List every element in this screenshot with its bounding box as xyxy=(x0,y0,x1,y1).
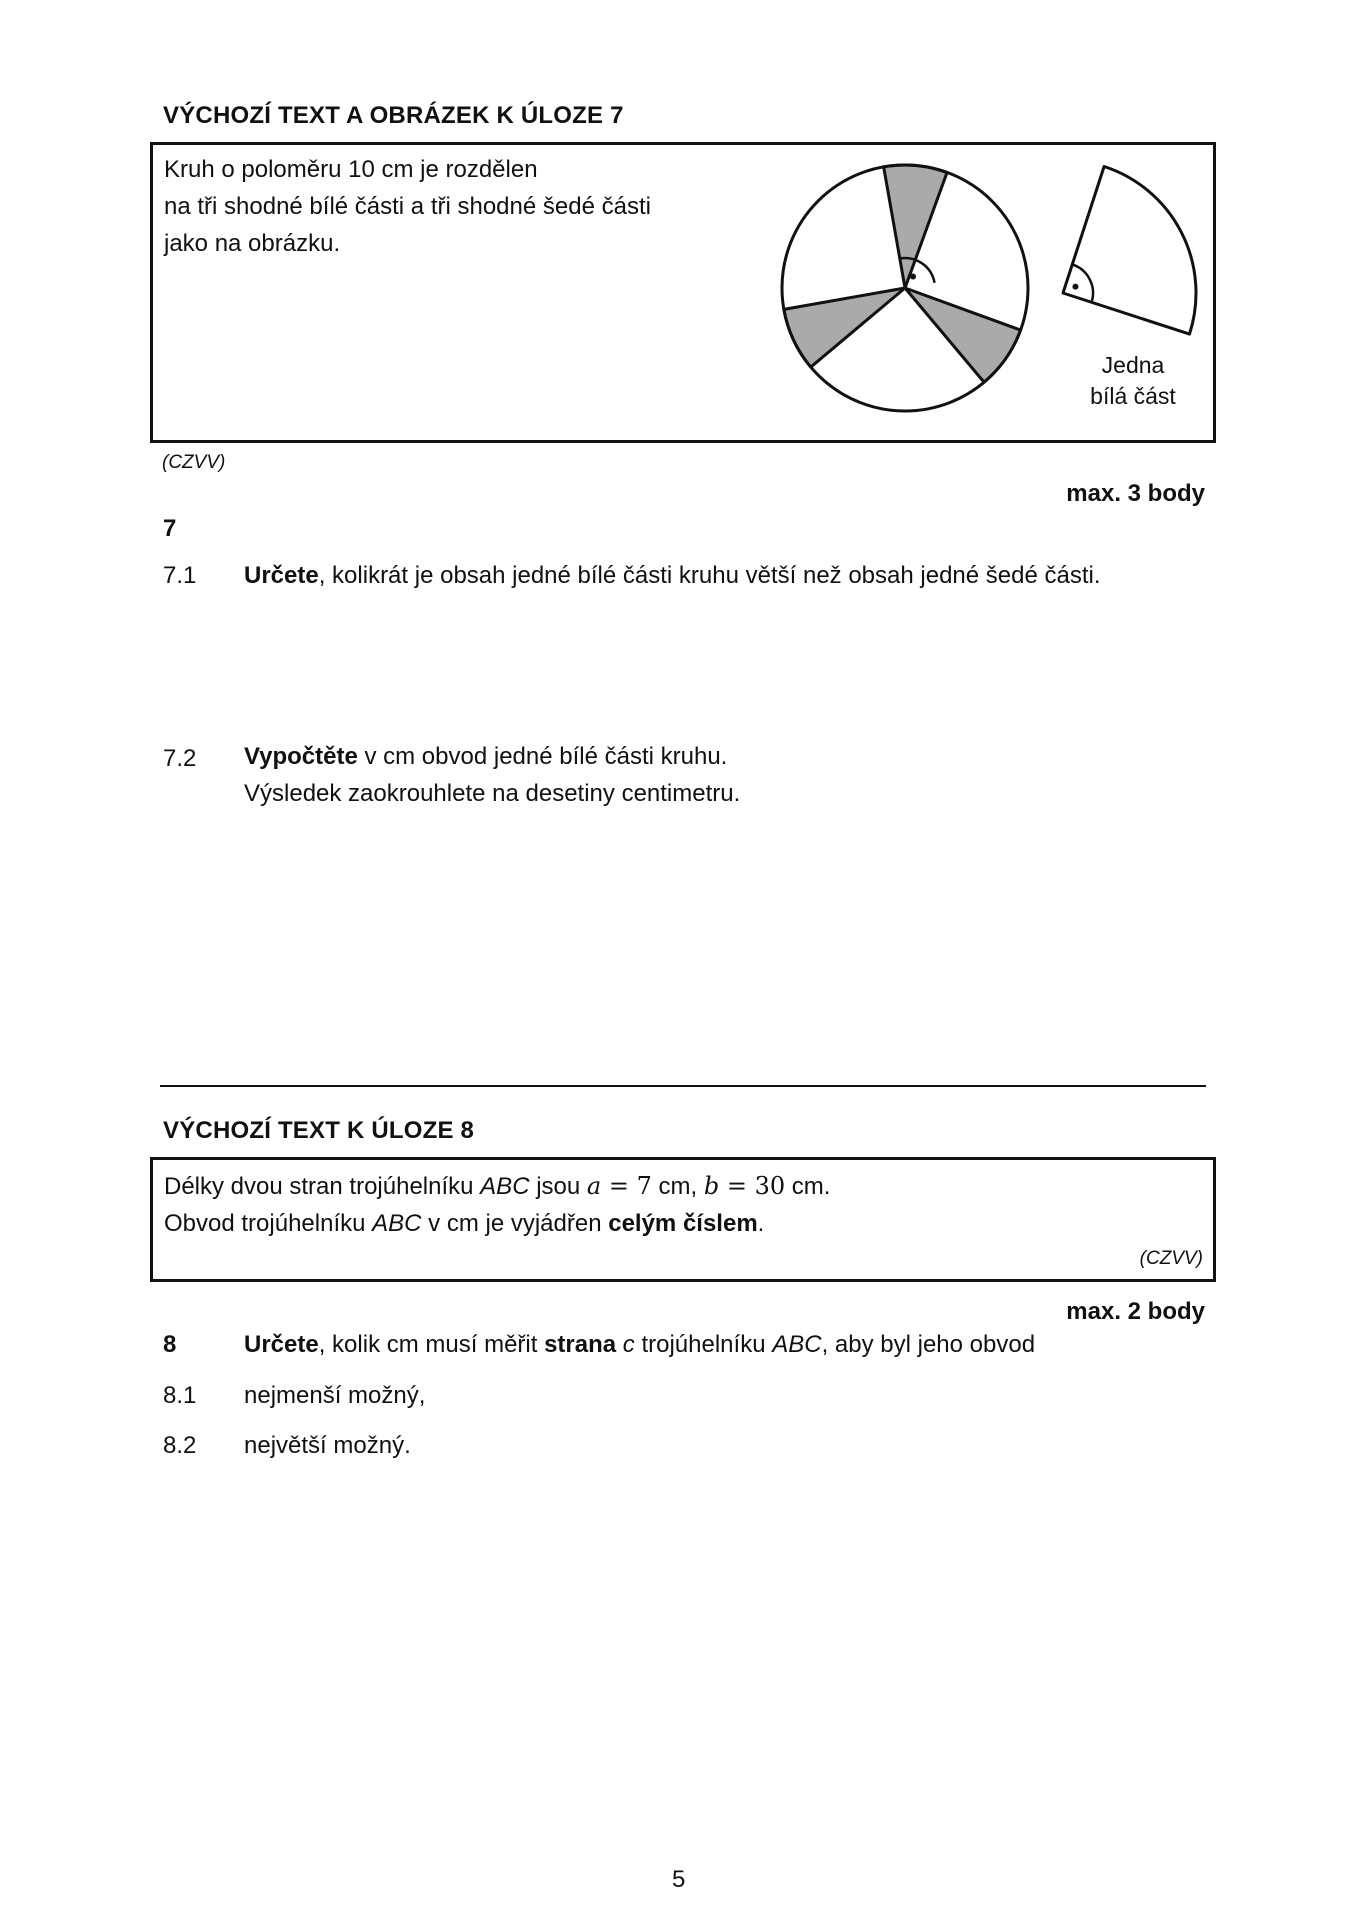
task7-q2-verb: Vypočtěte xyxy=(244,743,358,770)
task7-intro-line-2: na tři shodné bílé části a tři shodné šedé části xyxy=(164,193,651,220)
task8-question: Určete, kolik cm musí měřit strana c trojúhelníku ABC, aby byl jeho obvod xyxy=(244,1331,1036,1358)
task8-intro-box xyxy=(150,1157,1216,1282)
divided-circle xyxy=(782,165,1028,411)
single-white-sector xyxy=(1063,167,1196,335)
page-number: 5 xyxy=(672,1866,686,1893)
task8-max-points: max. 2 body xyxy=(1066,1298,1205,1325)
task7-source: (CZVV) xyxy=(162,452,226,473)
task7-intro-box xyxy=(150,142,1216,443)
task7-q1-number: 7.1 xyxy=(163,562,197,589)
task7-heading: VÝCHOZÍ TEXT A OBRÁZEK K ÚLOZE 7 xyxy=(163,102,624,129)
task7-q1-rest: , kolikrát je obsah jedné bílé části kruhu větší než obsah jedné šedé části. xyxy=(318,562,1101,589)
task8-q2-text: největší možný. xyxy=(244,1432,411,1459)
white-part-label-line-1: Jedna xyxy=(1101,352,1165,378)
task7-q1-text xyxy=(244,562,1101,590)
task8-intro-text xyxy=(164,1168,830,1242)
task7-q2-text xyxy=(244,738,740,812)
task7-q1-verb: Určete xyxy=(244,562,319,589)
task7-figure xyxy=(153,145,1213,440)
task8-heading: VÝCHOZÍ TEXT K ÚLOZE 8 xyxy=(163,1117,475,1144)
task7-intro-line-1: Kruh o poloměru 10 cm je rozdělen xyxy=(164,156,538,183)
white-part-label xyxy=(1058,350,1208,412)
white-part-label-line-2: bílá část xyxy=(1090,383,1176,409)
task8-q1-number: 8.1 xyxy=(163,1382,197,1409)
task8-number: 8 xyxy=(163,1331,177,1358)
task7-intro-line-3: jako na obrázku. xyxy=(164,230,341,257)
right-angle-dot xyxy=(910,274,916,280)
task8-q2-number: 8.2 xyxy=(163,1432,197,1459)
white-sector-shape xyxy=(1063,167,1196,335)
task8-q1-text: nejmenší možný, xyxy=(244,1382,426,1409)
task8-line-1: Délky dvou stran trojúhelníku ABC jsou a = 7 cm, b = 30 cm. xyxy=(164,1172,831,1200)
task7-q2-number: 7.2 xyxy=(163,745,197,772)
task7-max-points: max. 3 body xyxy=(1066,480,1205,507)
task7-q2-line2: Výsledek zaokrouhlete na desetiny centimetru. xyxy=(244,780,741,807)
section-divider xyxy=(160,1085,1206,1087)
task7-number: 7 xyxy=(163,515,177,542)
sector-right-angle-dot xyxy=(1072,284,1078,290)
task7-q2-rest: v cm obvod jedné bílé části kruhu. xyxy=(357,743,728,770)
task8-source: (CZVV) xyxy=(1139,1248,1203,1269)
task8-line-2: Obvod trojúhelníku ABC v cm je vyjádřen celým číslem. xyxy=(164,1210,765,1237)
